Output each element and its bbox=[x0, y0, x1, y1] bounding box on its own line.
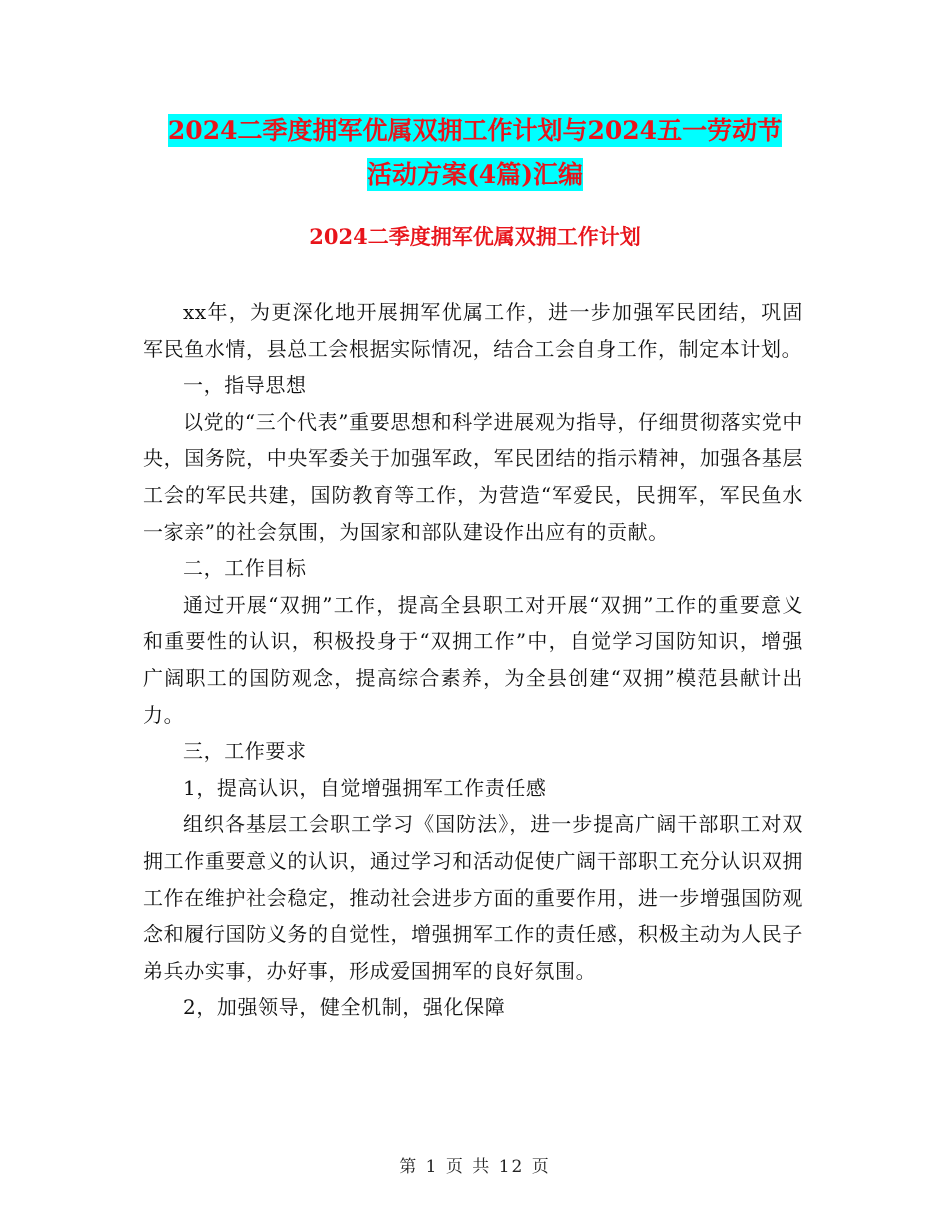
subheading-requirement-1: 1，提高认识，自觉增强拥军工作责任感 bbox=[183, 775, 547, 800]
page-number-footer: 第 1 页 共 12 页 bbox=[399, 1157, 551, 1177]
document-title-line-1 bbox=[0, 113, 950, 149]
paragraph-work-goals: 通过开展“双拥”工作，提高全县职工对开展“双拥”工作的重要意义和重要性的认识，积极投身于“双拥工作”中，自觉学习国防知识，增强广阔职工的国防观念，提高综合素养，为全县创建“双拥”模范县献计出力。 bbox=[143, 592, 803, 727]
title-highlight-1: 2024二季度拥军优属双拥工作计划与2024五一劳动节 bbox=[167, 116, 783, 145]
heading-work-requirements: 三，工作要求 bbox=[183, 739, 307, 764]
paragraph-intro: xx年，为更深化地开展拥军优属工作，进一步加强军民团结，巩固军民鱼水情，县总工会根据实际情况，结合工会自身工作，制定本计划。 bbox=[143, 300, 803, 361]
section-title: 2024二季度拥军优属双拥工作计划 bbox=[309, 224, 641, 249]
document-body bbox=[143, 294, 803, 1026]
document-title-line-2 bbox=[0, 157, 950, 193]
paragraph-guiding-ideology: 以党的“三个代表”重要思想和科学进展观为指导，仔细贯彻落实党中央，国务院，中央军委关于加强军政，军民团结的指示精神，加强各基层工会的军民共建，国防教育等工作，为营造“军爱民，民拥军，军民鱼水一家亲”的社会氛围，为国家和部队建设作出应有的贡献。 bbox=[143, 409, 803, 544]
title-highlight-2: 活动方案(4篇)汇编 bbox=[366, 160, 584, 189]
subheading-requirement-2: 2，加强领导，健全机制，强化保障 bbox=[183, 995, 506, 1020]
heading-guiding-ideology: 一，指导思想 bbox=[183, 373, 307, 398]
heading-work-goals: 二，工作目标 bbox=[183, 556, 307, 581]
paragraph-requirement-1: 组织各基层工会职工学习《国防法》，进一步提高广阔干部职工对双拥工作重要意义的认识，通过学习和活动促使广阔干部职工充分认识双拥工作在维护社会稳定，推动社会进步方面的重要作用，进一步增强国防观念和履行国防义务的自觉性，增强拥军工作的责任感，积极主动为人民子弟兵办实事，办好事，形成爱国拥军的良好氛围。 bbox=[143, 812, 803, 983]
